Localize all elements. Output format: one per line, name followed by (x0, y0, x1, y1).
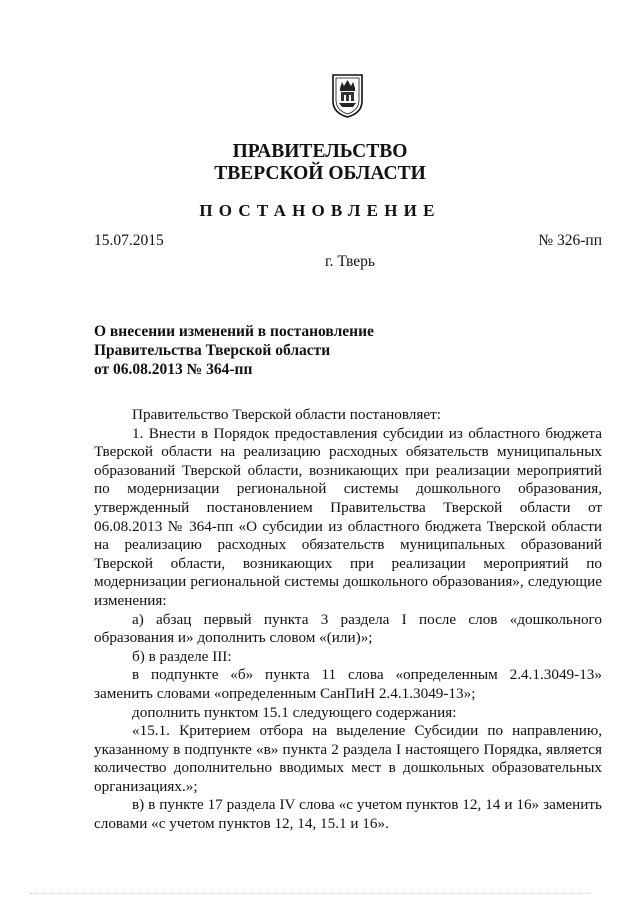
subject-line1: О внесении изменений в постановление (94, 323, 374, 340)
document-city: г. Тверь (325, 253, 375, 270)
body-paragraph: а) абзац первый пункта 3 раздела I после слов «дошкольного образования и» дополнить словом «(или)»; (94, 610, 602, 647)
document-date: 15.07.2015 (94, 232, 164, 249)
document-number: № 326-пп (538, 232, 602, 249)
body-paragraph: Правительство Тверской области постановляет: (132, 406, 441, 423)
body-paragraph: дополнить пунктом 15.1 следующего содержания: (132, 703, 457, 721)
subject-line2: Правительства Тверской области (94, 342, 331, 359)
body-paragraph: б) в разделе III: (132, 647, 232, 665)
body-paragraph: в подпункте «б» пункта 11 слова «определенным 2.4.1.3049-13» заменить словами «определенным СанПиН 2.4.1.3049-13»; (94, 666, 602, 702)
body-paragraph: в) в пункте 17 раздела IV слова «с учетом пунктов 12, 14 и 16» заменить словами «с учетом пунктов 12, 14, 15.1 и 16». (94, 796, 602, 833)
subject-line3: от 06.08.2013 № 364-пп (94, 361, 253, 378)
body-paragraph: 1. Внести в Порядок предоставления субсидии из областного бюджета Тверской области на реализацию расходных обязательств муниципальных образований Тверской области, возникающих при реализации мероприятий по модернизации региональной системы дошкольного образования, утвержденный постановлением Правительства Тверской области от 06.08.2013 № 364-пп «О субсидии из областного бюджета Тверской области на реализацию расходных обязательств муниципальных образований Тверской области, возникающих при реализации мероприятий по модернизации региональной системы дошкольного образования», следующие изменения: (94, 424, 602, 609)
organization-name-line1: ПРАВИТЕЛЬСТВО (232, 141, 408, 162)
document-subject (94, 322, 374, 379)
body-paragraph: «15.1. Критерием отбора на выделение Субсидии по направлению, указанному в подпункте «в» пункта 2 раздела I настоящего Порядка, является количество дополнительно вводимых мест в дошкольных образовательных организациях.»; (94, 722, 602, 795)
coat-of-arms-icon (331, 73, 364, 118)
document-body (94, 406, 602, 834)
organization-name-line2: ТВЕРСКОЙ ОБЛАСТИ (214, 163, 426, 184)
document-type-title: ПОСТАНОВЛЕНИЕ (199, 201, 441, 220)
scan-edge-divider (30, 893, 590, 896)
